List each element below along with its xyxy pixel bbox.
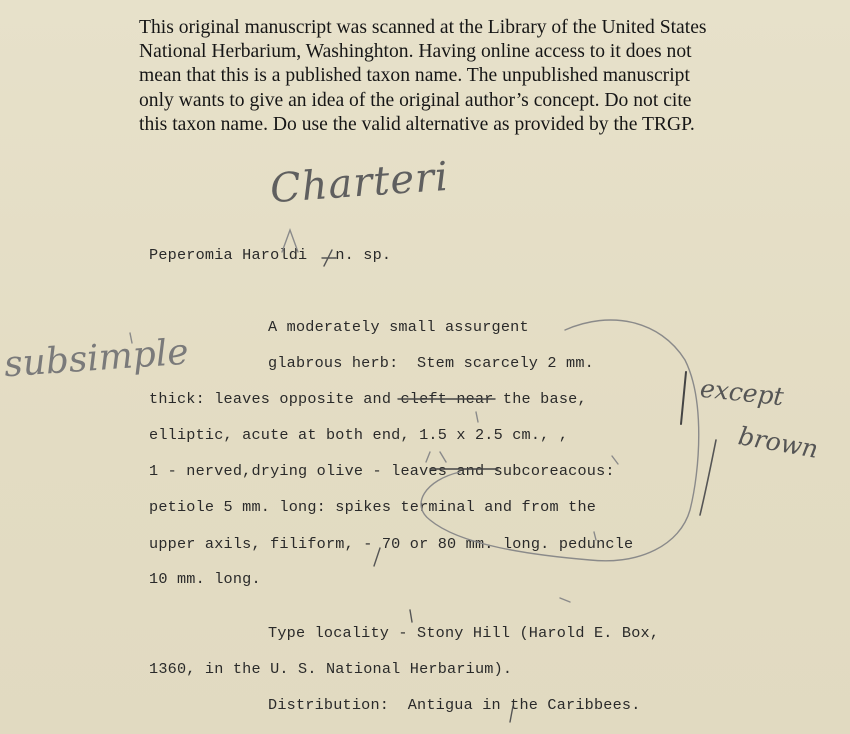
genus-name: Peperomia [149,246,233,264]
caret-mark [426,452,446,462]
tick-mark [410,610,412,622]
margin-bar [681,372,686,424]
copyright-notice [139,16,829,137]
description-line: thick: leaves opposite and cleft near the base, [149,390,587,408]
notice-line: only wants to give an idea of the original author’s concept. Do not cite [139,89,692,111]
handwritten-margin-note-brown: brown [736,421,821,464]
handwritten-margin-note-except: except [698,373,786,412]
handwritten-margin-note-left: subsimple [2,331,190,386]
description-line: petiole 5 mm. long: spikes terminal and from the [149,498,597,516]
description-line: glabrous herb: Stem scarcely 2 mm. [268,354,594,372]
description-line: 1 - nerved,drying olive - leaves and subcoreacous: [149,462,615,480]
type-locality-line: Type locality - Stony Hill (Harold E. Box, [268,624,660,642]
description-line: elliptic, acute at both end, 1.5 x 2.5 cm., , [149,426,569,444]
species-epithet: Haroldi [242,246,308,264]
notice-line: National Herbarium, Washinghton. Having online access to it does not [139,41,692,63]
notice-line: This original manuscript was scanned at the Library of the United States [139,17,707,38]
handwritten-epithet: Charteri [268,153,451,213]
description-line: 10 mm. long. [149,570,261,588]
distribution-line: Distribution: Antigua in the Caribbees. [268,696,641,714]
notice-line: mean that this is a published taxon name. The unpublished manuscript [139,65,690,87]
species-status: n. sp. [335,246,392,264]
description-line: upper axils, filiform, - 70 or 80 mm. long. peduncle [149,535,634,553]
species-title [149,246,391,264]
type-locality-line: 1360, in the U. S. National Herbarium). [149,660,513,678]
margin-bar [700,440,716,515]
notice-line: this taxon name. Do use the valid alternative as provided by the TRGP. [139,113,695,135]
tick-mark [476,412,478,422]
tick-mark [560,598,570,602]
description-line: A moderately small assurgent [268,318,529,336]
